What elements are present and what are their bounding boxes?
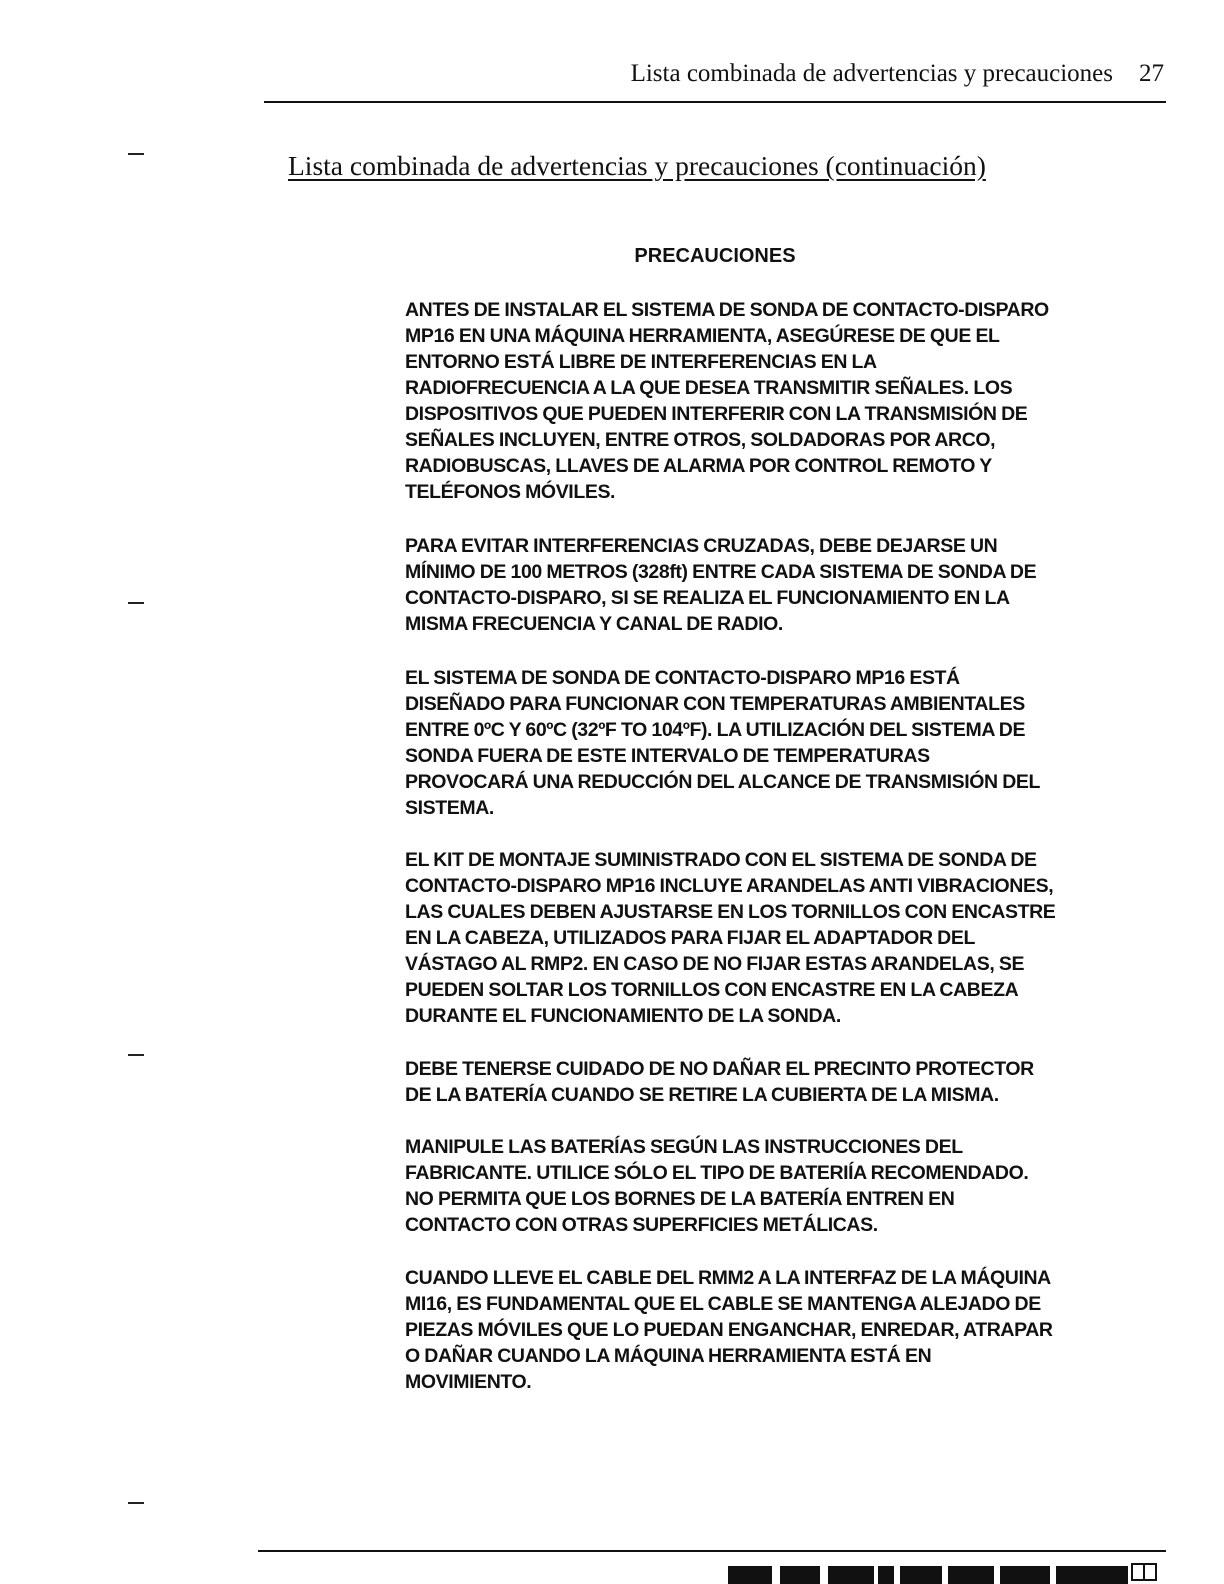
paragraph-line: ANTES DE INSTALAR EL SISTEMA DE SONDA DE CONTACTO-DISPARO <box>405 299 1049 321</box>
paragraph-line: ENTORNO ESTÁ LIBRE DE INTERFERENCIAS EN LA <box>405 351 877 373</box>
paragraph-line: VÁSTAGO AL RMP2. EN CASO DE NO FIJAR ESTAS ARANDELAS, SE <box>405 953 1025 975</box>
running-header <box>264 60 1164 100</box>
paragraph-line: DURANTE EL FUNCIONAMIENTO DE LA SONDA. <box>405 1005 841 1027</box>
precaution-paragraph <box>405 1134 1175 1238</box>
paragraph-line: PROVOCARÁ UNA REDUCCIÓN DEL ALCANCE DE TRANSMISIÓN DEL <box>405 771 1041 793</box>
paragraph-line: MANIPULE LAS BATERÍAS SEGÚN LAS INSTRUCCIONES DEL <box>405 1136 963 1158</box>
paragraph-line: SEÑALES INCLUYEN, ENTRE OTROS, SOLDADORAS POR ARCO, <box>405 429 996 451</box>
paragraph-line: MP16 EN UNA MÁQUINA HERRAMIENTA, ASEGÚRESE DE QUE EL <box>405 325 1000 347</box>
paragraph-line: MOVIMIENTO. <box>405 1371 532 1393</box>
precaution-paragraph <box>405 533 1175 637</box>
paragraph-line: ENTRE 0ºC Y 60ºC (32ºF TO 104ºF). LA UTILIZACIÓN DEL SISTEMA DE <box>405 719 1026 741</box>
precaution-paragraph <box>405 847 1175 1029</box>
paragraph-line: PIEZAS MÓVILES QUE LO PUEDAN ENGANCHAR, ENREDAR, ATRAPAR <box>405 1319 1053 1341</box>
paragraph-line: SISTEMA. <box>405 797 494 819</box>
logo-graphic <box>728 1558 1160 1584</box>
paragraph-line: SONDA FUERA DE ESTE INTERVALO DE TEMPERATURAS <box>405 745 930 767</box>
paragraph-line: CONTACTO-DISPARO MP16 INCLUYE ARANDELAS ANTI VIBRACIONES, <box>405 875 1054 897</box>
paragraph-line: EL SISTEMA DE SONDA DE CONTACTO-DISPARO MP16 ESTÁ <box>405 667 960 689</box>
paragraph-line: CONTACTO-DISPARO, SI SE REALIZA EL FUNCIONAMIENTO EN LA <box>405 587 1010 609</box>
renishaw-logo <box>728 1558 1160 1584</box>
paragraph-line: DE LA BATERÍA CUANDO SE RETIRE LA CUBIERTA DE LA MISMA. <box>405 1084 999 1106</box>
paragraph-line: EL KIT DE MONTAJE SUMINISTRADO CON EL SISTEMA DE SONDA DE <box>405 849 1037 871</box>
section-title: Lista combinada de advertencias y precauciones (continuación) <box>288 150 986 181</box>
footer-divider <box>258 1550 1166 1552</box>
paragraph-line: CUANDO LLEVE EL CABLE DEL RMM2 A LA INTERFAZ DE LA MÁQUINA <box>405 1267 1051 1289</box>
paragraph-line: EN LA CABEZA, UTILIZADOS PARA FIJAR EL ADAPTADOR DEL <box>405 927 975 949</box>
paragraph-line: CONTACTO CON OTRAS SUPERFICIES METÁLICAS. <box>405 1214 878 1236</box>
paragraph-line: MISMA FRECUENCIA Y CANAL DE RADIO. <box>405 613 783 635</box>
paragraph-line: LAS CUALES DEBEN AJUSTARSE EN LOS TORNILLOS CON ENCASTRE <box>405 901 1056 923</box>
margin-mark <box>128 153 144 155</box>
paragraph-line: PUEDEN SOLTAR LOS TORNILLOS CON ENCASTRE EN LA CABEZA <box>405 979 1019 1001</box>
paragraph-line: DISEÑADO PARA FUNCIONAR CON TEMPERATURAS AMBIENTALES <box>405 693 1025 715</box>
precautions-heading: PRECAUCIONES <box>634 245 796 267</box>
margin-mark <box>128 1502 144 1504</box>
header-divider <box>264 101 1166 103</box>
precaution-paragraph <box>405 1265 1175 1395</box>
margin-mark <box>128 602 144 604</box>
page-number: 27 <box>1139 60 1164 87</box>
precaution-paragraph <box>405 665 1175 821</box>
paragraph-line: FABRICANTE. UTILICE SÓLO EL TIPO DE BATERIÍA RECOMENDADO. <box>405 1162 1029 1184</box>
paragraph-line: DISPOSITIVOS QUE PUEDEN INTERFERIR CON LA TRANSMISIÓN DE <box>405 403 1028 425</box>
paragraph-line: RADIOBUSCAS, LLAVES DE ALARMA POR CONTROL REMOTO Y <box>405 455 992 477</box>
precaution-paragraph <box>405 297 1175 505</box>
precaution-paragraph <box>405 1056 1175 1108</box>
paragraph-line: TELÉFONOS MÓVILES. <box>405 481 616 503</box>
margin-mark <box>128 1054 144 1056</box>
paragraph-line: PARA EVITAR INTERFERENCIAS CRUZADAS, DEBE DEJARSE UN <box>405 535 998 557</box>
paragraph-line: MI16, ES FUNDAMENTAL QUE EL CABLE SE MANTENGA ALEJADO DE <box>405 1293 1041 1315</box>
paragraph-line: RADIOFRECUENCIA A LA QUE DESEA TRANSMITIR SEÑALES. LOS <box>405 377 1013 399</box>
paragraph-line: O DAÑAR CUANDO LA MÁQUINA HERRAMIENTA ESTÁ EN <box>405 1345 932 1367</box>
paragraph-line: NO PERMITA QUE LOS BORNES DE LA BATERÍA ENTREN EN <box>405 1188 955 1210</box>
paragraph-line: MÍNIMO DE 100 METROS (328ft) ENTRE CADA SISTEMA DE SONDA DE <box>405 561 1037 583</box>
running-header-title: Lista combinada de advertencias y precauciones <box>630 60 1113 87</box>
paragraph-line: DEBE TENERSE CUIDADO DE NO DAÑAR EL PRECINTO PROTECTOR <box>405 1058 1034 1080</box>
